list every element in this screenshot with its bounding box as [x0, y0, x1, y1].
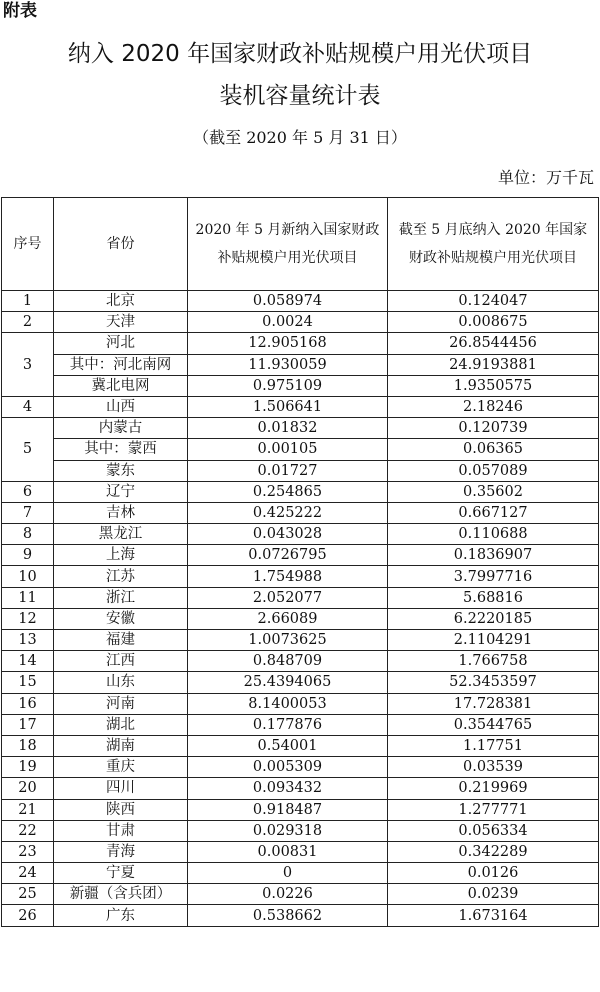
cell-cumulative-value: 24.9193881	[388, 354, 599, 375]
cell-province: 宁夏	[54, 863, 188, 884]
cell-serial-no: 21	[2, 799, 54, 820]
table-row	[2, 841, 599, 862]
cell-province: 黑龙江	[54, 524, 188, 545]
cell-serial-no: 17	[2, 714, 54, 735]
cell-cumulative-value: 0.0126	[388, 863, 599, 884]
cell-serial-no: 11	[2, 587, 54, 608]
cell-new-may-value: 0.254865	[188, 481, 388, 502]
cell-cumulative-value: 0.3544765	[388, 714, 599, 735]
cell-serial-no: 9	[2, 545, 54, 566]
cell-province: 江苏	[54, 566, 188, 587]
table-row	[2, 693, 599, 714]
cell-cumulative-value: 0.0239	[388, 884, 599, 905]
cell-province: 浙江	[54, 587, 188, 608]
cell-serial-no: 3	[2, 333, 54, 397]
table-row	[2, 502, 599, 523]
header-cumulative: 截至 5 月底纳入 2020 年国家财政补贴规模户用光伏项目	[388, 198, 599, 291]
cell-province: 冀北电网	[54, 375, 188, 396]
cell-new-may-value: 0	[188, 863, 388, 884]
table-row	[2, 566, 599, 587]
cell-serial-no: 23	[2, 841, 54, 862]
capacity-table	[1, 197, 599, 927]
table-row	[2, 460, 599, 481]
cell-cumulative-value: 0.056334	[388, 820, 599, 841]
cell-province: 重庆	[54, 757, 188, 778]
cell-serial-no: 22	[2, 820, 54, 841]
cell-serial-no: 6	[2, 481, 54, 502]
cell-province: 其中：河北南网	[54, 354, 188, 375]
cell-cumulative-value: 17.728381	[388, 693, 599, 714]
cell-province: 陕西	[54, 799, 188, 820]
cell-province: 辽宁	[54, 481, 188, 502]
table-row	[2, 608, 599, 629]
cell-new-may-value: 1.0073625	[188, 630, 388, 651]
cell-serial-no: 1	[2, 291, 54, 312]
cell-serial-no: 4	[2, 396, 54, 417]
table-row	[2, 481, 599, 502]
cell-new-may-value: 11.930059	[188, 354, 388, 375]
cell-province: 青海	[54, 841, 188, 862]
document-title-line-2: 装机容量统计表	[219, 83, 381, 109]
cell-serial-no: 26	[2, 905, 54, 926]
cell-serial-no: 2	[2, 312, 54, 333]
cell-cumulative-value: 0.110688	[388, 524, 599, 545]
cell-cumulative-value: 0.667127	[388, 502, 599, 523]
cell-new-may-value: 0.538662	[188, 905, 388, 926]
table-row	[2, 905, 599, 926]
cell-new-may-value: 0.01727	[188, 460, 388, 481]
cell-serial-no: 14	[2, 651, 54, 672]
cell-province: 新疆（含兵团）	[54, 884, 188, 905]
cell-province: 安徽	[54, 608, 188, 629]
cell-province: 其中：蒙西	[54, 439, 188, 460]
cell-cumulative-value: 0.35602	[388, 481, 599, 502]
table-row	[2, 375, 599, 396]
appendix-label: 附表	[3, 1, 37, 21]
cell-province: 四川	[54, 778, 188, 799]
cell-new-may-value: 1.506641	[188, 396, 388, 417]
cell-province: 上海	[54, 545, 188, 566]
cell-province: 内蒙古	[54, 418, 188, 439]
cell-cumulative-value: 52.3453597	[388, 672, 599, 693]
table-row	[2, 735, 599, 756]
table-row	[2, 757, 599, 778]
cell-province: 山西	[54, 396, 188, 417]
cell-province: 湖北	[54, 714, 188, 735]
cell-serial-no: 24	[2, 863, 54, 884]
cell-province: 江西	[54, 651, 188, 672]
table-row	[2, 291, 599, 312]
cell-serial-no: 25	[2, 884, 54, 905]
cell-cumulative-value: 0.124047	[388, 291, 599, 312]
cell-cumulative-value: 26.8544456	[388, 333, 599, 354]
cell-new-may-value: 0.54001	[188, 735, 388, 756]
cell-new-may-value: 0.00831	[188, 841, 388, 862]
cell-province: 北京	[54, 291, 188, 312]
document-subtitle-date: （截至 2020 年 5 月 31 日）	[193, 128, 407, 147]
cell-new-may-value: 0.848709	[188, 651, 388, 672]
cell-cumulative-value: 1.673164	[388, 905, 599, 926]
header-province: 省份	[54, 198, 188, 291]
table-row	[2, 778, 599, 799]
cell-province: 福建	[54, 630, 188, 651]
header-serial-no: 序号	[2, 198, 54, 291]
cell-province: 河北	[54, 333, 188, 354]
cell-cumulative-value: 0.06365	[388, 439, 599, 460]
cell-new-may-value: 0.918487	[188, 799, 388, 820]
table-body	[2, 291, 599, 927]
table-row	[2, 714, 599, 735]
cell-new-may-value: 0.00105	[188, 439, 388, 460]
cell-new-may-value: 0.0726795	[188, 545, 388, 566]
cell-new-may-value: 0.043028	[188, 524, 388, 545]
cell-new-may-value: 0.058974	[188, 291, 388, 312]
cell-new-may-value: 2.66089	[188, 608, 388, 629]
cell-province: 山东	[54, 672, 188, 693]
cell-new-may-value: 0.0024	[188, 312, 388, 333]
cell-new-may-value: 0.425222	[188, 502, 388, 523]
cell-new-may-value: 12.905168	[188, 333, 388, 354]
table-row	[2, 820, 599, 841]
cell-new-may-value: 0.093432	[188, 778, 388, 799]
cell-serial-no: 8	[2, 524, 54, 545]
table-row	[2, 312, 599, 333]
table-row	[2, 672, 599, 693]
table-row	[2, 524, 599, 545]
cell-province: 吉林	[54, 502, 188, 523]
table-row	[2, 396, 599, 417]
table-row	[2, 439, 599, 460]
cell-cumulative-value: 6.2220185	[388, 608, 599, 629]
cell-cumulative-value: 1.17751	[388, 735, 599, 756]
cell-serial-no: 7	[2, 502, 54, 523]
cell-province: 天津	[54, 312, 188, 333]
table-row	[2, 587, 599, 608]
table-row	[2, 333, 599, 354]
cell-cumulative-value: 2.18246	[388, 396, 599, 417]
cell-serial-no: 5	[2, 418, 54, 482]
table-row	[2, 863, 599, 884]
cell-cumulative-value: 1.9350575	[388, 375, 599, 396]
table-row	[2, 799, 599, 820]
cell-cumulative-value: 2.1104291	[388, 630, 599, 651]
cell-serial-no: 16	[2, 693, 54, 714]
cell-cumulative-value: 1.277771	[388, 799, 599, 820]
cell-serial-no: 15	[2, 672, 54, 693]
cell-cumulative-value: 0.008675	[388, 312, 599, 333]
cell-province: 湖南	[54, 735, 188, 756]
cell-serial-no: 20	[2, 778, 54, 799]
cell-cumulative-value: 0.342289	[388, 841, 599, 862]
cell-cumulative-value: 0.1836907	[388, 545, 599, 566]
cell-serial-no: 18	[2, 735, 54, 756]
table-header-row	[2, 198, 599, 291]
cell-new-may-value: 0.975109	[188, 375, 388, 396]
cell-new-may-value: 25.4394065	[188, 672, 388, 693]
table-row	[2, 884, 599, 905]
cell-serial-no: 12	[2, 608, 54, 629]
cell-new-may-value: 8.1400053	[188, 693, 388, 714]
cell-province: 河南	[54, 693, 188, 714]
cell-serial-no: 19	[2, 757, 54, 778]
cell-new-may-value: 0.0226	[188, 884, 388, 905]
table-row	[2, 354, 599, 375]
cell-cumulative-value: 5.68816	[388, 587, 599, 608]
table-row	[2, 545, 599, 566]
cell-cumulative-value: 0.057089	[388, 460, 599, 481]
cell-cumulative-value: 0.120739	[388, 418, 599, 439]
document-title-line-1: 纳入 2020 年国家财政补贴规模户用光伏项目	[67, 41, 533, 67]
cell-new-may-value: 1.754988	[188, 566, 388, 587]
cell-cumulative-value: 0.219969	[388, 778, 599, 799]
table-row	[2, 630, 599, 651]
table-row	[2, 651, 599, 672]
cell-province: 甘肃	[54, 820, 188, 841]
cell-serial-no: 13	[2, 630, 54, 651]
cell-province: 蒙东	[54, 460, 188, 481]
cell-cumulative-value: 1.766758	[388, 651, 599, 672]
header-new-may: 2020 年 5 月新纳入国家财政补贴规模户用光伏项目	[188, 198, 388, 291]
cell-new-may-value: 0.177876	[188, 714, 388, 735]
cell-serial-no: 10	[2, 566, 54, 587]
unit-label: 单位：万千瓦	[497, 168, 594, 187]
cell-new-may-value: 2.052077	[188, 587, 388, 608]
cell-cumulative-value: 0.03539	[388, 757, 599, 778]
cell-new-may-value: 0.01832	[188, 418, 388, 439]
cell-cumulative-value: 3.7997716	[388, 566, 599, 587]
cell-province: 广东	[54, 905, 188, 926]
table-row	[2, 418, 599, 439]
cell-new-may-value: 0.005309	[188, 757, 388, 778]
cell-new-may-value: 0.029318	[188, 820, 388, 841]
